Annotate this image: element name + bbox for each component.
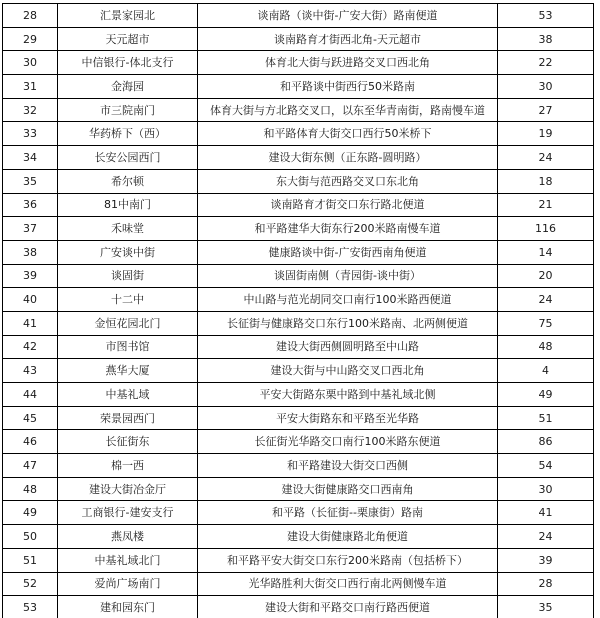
site-name-cell[interactable]: 长征街东 <box>58 430 198 454</box>
site-name-cell[interactable]: 天元超市 <box>58 27 198 51</box>
count-cell[interactable]: 19 <box>498 122 594 146</box>
table-row <box>3 430 594 454</box>
count-cell[interactable]: 116 <box>498 217 594 241</box>
table-row <box>3 335 594 359</box>
row-number-cell[interactable]: 36 <box>3 193 58 217</box>
count-cell[interactable]: 54 <box>498 454 594 478</box>
location-cell[interactable]: 和平路体育大街交口西行50米桥下 <box>198 122 498 146</box>
table-row <box>3 596 594 618</box>
row-number-cell[interactable]: 51 <box>3 548 58 572</box>
count-cell[interactable]: 30 <box>498 477 594 501</box>
site-name-cell[interactable]: 华药桥下（西） <box>58 122 198 146</box>
count-cell[interactable]: 39 <box>498 548 594 572</box>
location-cell[interactable]: 平安大街路东和平路至光华路 <box>198 406 498 430</box>
table-row <box>3 27 594 51</box>
count-cell[interactable]: 14 <box>498 240 594 264</box>
count-cell[interactable]: 22 <box>498 51 594 75</box>
location-cell[interactable]: 和平路谈中街西行50米路南 <box>198 75 498 99</box>
row-number-cell[interactable]: 43 <box>3 359 58 383</box>
location-cell[interactable]: 东大街与范西路交叉口东北角 <box>198 169 498 193</box>
row-number-cell[interactable]: 31 <box>3 75 58 99</box>
count-cell[interactable]: 24 <box>498 146 594 170</box>
site-name-cell[interactable]: 工商银行-建安支行 <box>58 501 198 525</box>
location-cell[interactable]: 和平路建设大街交口西侧 <box>198 454 498 478</box>
location-cell[interactable]: 谈南路育才街交口东行路北便道 <box>198 193 498 217</box>
table-row <box>3 406 594 430</box>
count-cell[interactable]: 86 <box>498 430 594 454</box>
table-row <box>3 548 594 572</box>
count-cell[interactable]: 21 <box>498 193 594 217</box>
row-number-cell[interactable]: 28 <box>3 4 58 28</box>
site-name-cell[interactable]: 棉一西 <box>58 454 198 478</box>
table-row <box>3 146 594 170</box>
location-cell[interactable]: 建设大街西侧圆明路至中山路 <box>198 335 498 359</box>
row-number-cell[interactable]: 42 <box>3 335 58 359</box>
site-name-cell[interactable]: 金恒花园北门 <box>58 311 198 335</box>
count-cell[interactable]: 30 <box>498 75 594 99</box>
site-name-cell[interactable]: 燕华大厦 <box>58 359 198 383</box>
count-cell[interactable]: 27 <box>498 98 594 122</box>
row-number-cell[interactable]: 29 <box>3 27 58 51</box>
site-name-cell[interactable]: 市图书馆 <box>58 335 198 359</box>
table-row <box>3 383 594 407</box>
row-number-cell[interactable]: 41 <box>3 311 58 335</box>
location-cell[interactable]: 谈南路（谈中街-广安大街）路南便道 <box>198 4 498 28</box>
location-cell[interactable]: 光华路胜利大街交口西行南北两侧慢车道 <box>198 572 498 596</box>
site-name-cell[interactable]: 希尔顿 <box>58 169 198 193</box>
row-number-cell[interactable]: 38 <box>3 240 58 264</box>
site-name-cell[interactable]: 建设大街冶金厅 <box>58 477 198 501</box>
count-cell[interactable]: 51 <box>498 406 594 430</box>
table-row <box>3 51 594 75</box>
table-row <box>3 311 594 335</box>
table-row <box>3 359 594 383</box>
row-number-cell[interactable]: 52 <box>3 572 58 596</box>
count-cell[interactable]: 41 <box>498 501 594 525</box>
row-number-cell[interactable]: 34 <box>3 146 58 170</box>
site-name-cell[interactable]: 十二中 <box>58 288 198 312</box>
row-number-cell[interactable]: 32 <box>3 98 58 122</box>
site-name-cell[interactable]: 禾味堂 <box>58 217 198 241</box>
location-cell[interactable]: 长征街与健康路交口东行100米路南、北两侧便道 <box>198 311 498 335</box>
row-number-cell[interactable]: 44 <box>3 383 58 407</box>
row-number-cell[interactable]: 35 <box>3 169 58 193</box>
site-name-cell[interactable]: 81中南门 <box>58 193 198 217</box>
table-row <box>3 240 594 264</box>
site-name-cell[interactable]: 中基礼域北门 <box>58 548 198 572</box>
site-name-cell[interactable]: 广安谈中街 <box>58 240 198 264</box>
location-cell[interactable]: 和平路（长征街--栗康街）路南 <box>198 501 498 525</box>
location-cell[interactable]: 建设大街与中山路交叉口西北角 <box>198 359 498 383</box>
location-cell[interactable]: 中山路与范光胡同交口南行100米路西便道 <box>198 288 498 312</box>
table-row <box>3 501 594 525</box>
site-name-cell[interactable]: 中信银行-体北支行 <box>58 51 198 75</box>
site-name-cell[interactable]: 汇景家园北 <box>58 4 198 28</box>
location-cell[interactable]: 建设大街东侧（正东路-圆明路） <box>198 146 498 170</box>
site-name-cell[interactable]: 金海园 <box>58 75 198 99</box>
count-cell[interactable]: 28 <box>498 572 594 596</box>
count-cell[interactable]: 38 <box>498 27 594 51</box>
count-cell[interactable]: 48 <box>498 335 594 359</box>
table-row <box>3 169 594 193</box>
table-row <box>3 98 594 122</box>
location-cell[interactable]: 平安大街路东栗中路到中基礼域北侧 <box>198 383 498 407</box>
location-cell[interactable]: 长征街光华路交口南行100米路东便道 <box>198 430 498 454</box>
site-name-cell[interactable]: 市三院南门 <box>58 98 198 122</box>
table-row <box>3 122 594 146</box>
table-row <box>3 4 594 28</box>
location-cell[interactable]: 健康路谈中街-广安街西南角便道 <box>198 240 498 264</box>
count-cell[interactable]: 4 <box>498 359 594 383</box>
row-number-cell[interactable]: 46 <box>3 430 58 454</box>
row-number-cell[interactable]: 50 <box>3 525 58 549</box>
count-cell[interactable]: 24 <box>498 288 594 312</box>
table-row <box>3 288 594 312</box>
table-row <box>3 477 594 501</box>
count-cell[interactable]: 75 <box>498 311 594 335</box>
location-cell[interactable]: 建设大街健康路北角便道 <box>198 525 498 549</box>
location-cell[interactable]: 谈南路育才街西北角-天元超市 <box>198 27 498 51</box>
row-number-cell[interactable]: 37 <box>3 217 58 241</box>
row-number-cell[interactable]: 30 <box>3 51 58 75</box>
site-name-cell[interactable]: 燕凤楼 <box>58 525 198 549</box>
table-row <box>3 264 594 288</box>
count-cell[interactable]: 53 <box>498 4 594 28</box>
row-number-cell[interactable]: 48 <box>3 477 58 501</box>
location-cell[interactable]: 体育北大街与跃进路交叉口西北角 <box>198 51 498 75</box>
location-cell[interactable]: 建设大街和平路交口南行路西便道 <box>198 596 498 618</box>
site-name-cell[interactable]: 建和园东门 <box>58 596 198 618</box>
count-cell[interactable]: 18 <box>498 169 594 193</box>
site-name-cell[interactable]: 荣景园西门 <box>58 406 198 430</box>
site-name-cell[interactable]: 长安公园西门 <box>58 146 198 170</box>
location-cell[interactable]: 谈固街南侧（青园街-谈中街） <box>198 264 498 288</box>
table-row <box>3 525 594 549</box>
site-name-cell[interactable]: 谈固街 <box>58 264 198 288</box>
location-cell[interactable]: 和平路平安大街交口东行200米路南（包括桥下） <box>198 548 498 572</box>
count-cell[interactable]: 20 <box>498 264 594 288</box>
count-cell[interactable]: 49 <box>498 383 594 407</box>
row-number-cell[interactable]: 39 <box>3 264 58 288</box>
site-name-cell[interactable]: 中基礼域 <box>58 383 198 407</box>
location-cell[interactable]: 体育大街与方北路交叉口，以东至华青南街，路南慢车道 <box>198 98 498 122</box>
row-number-cell[interactable]: 33 <box>3 122 58 146</box>
row-number-cell[interactable]: 49 <box>3 501 58 525</box>
parking-table <box>2 3 594 618</box>
count-cell[interactable]: 35 <box>498 596 594 618</box>
table-row <box>3 75 594 99</box>
table-row <box>3 454 594 478</box>
count-cell[interactable]: 24 <box>498 525 594 549</box>
table-row <box>3 217 594 241</box>
row-number-cell[interactable]: 40 <box>3 288 58 312</box>
row-number-cell[interactable]: 47 <box>3 454 58 478</box>
site-name-cell[interactable]: 爱尚广场南门 <box>58 572 198 596</box>
row-number-cell[interactable]: 45 <box>3 406 58 430</box>
location-cell[interactable]: 和平路建华大街东行200米路南慢车道 <box>198 217 498 241</box>
table-row <box>3 572 594 596</box>
table-row <box>3 193 594 217</box>
row-number-cell[interactable]: 53 <box>3 596 58 618</box>
table-body <box>3 4 594 618</box>
location-cell[interactable]: 建设大街健康路交口西南角 <box>198 477 498 501</box>
